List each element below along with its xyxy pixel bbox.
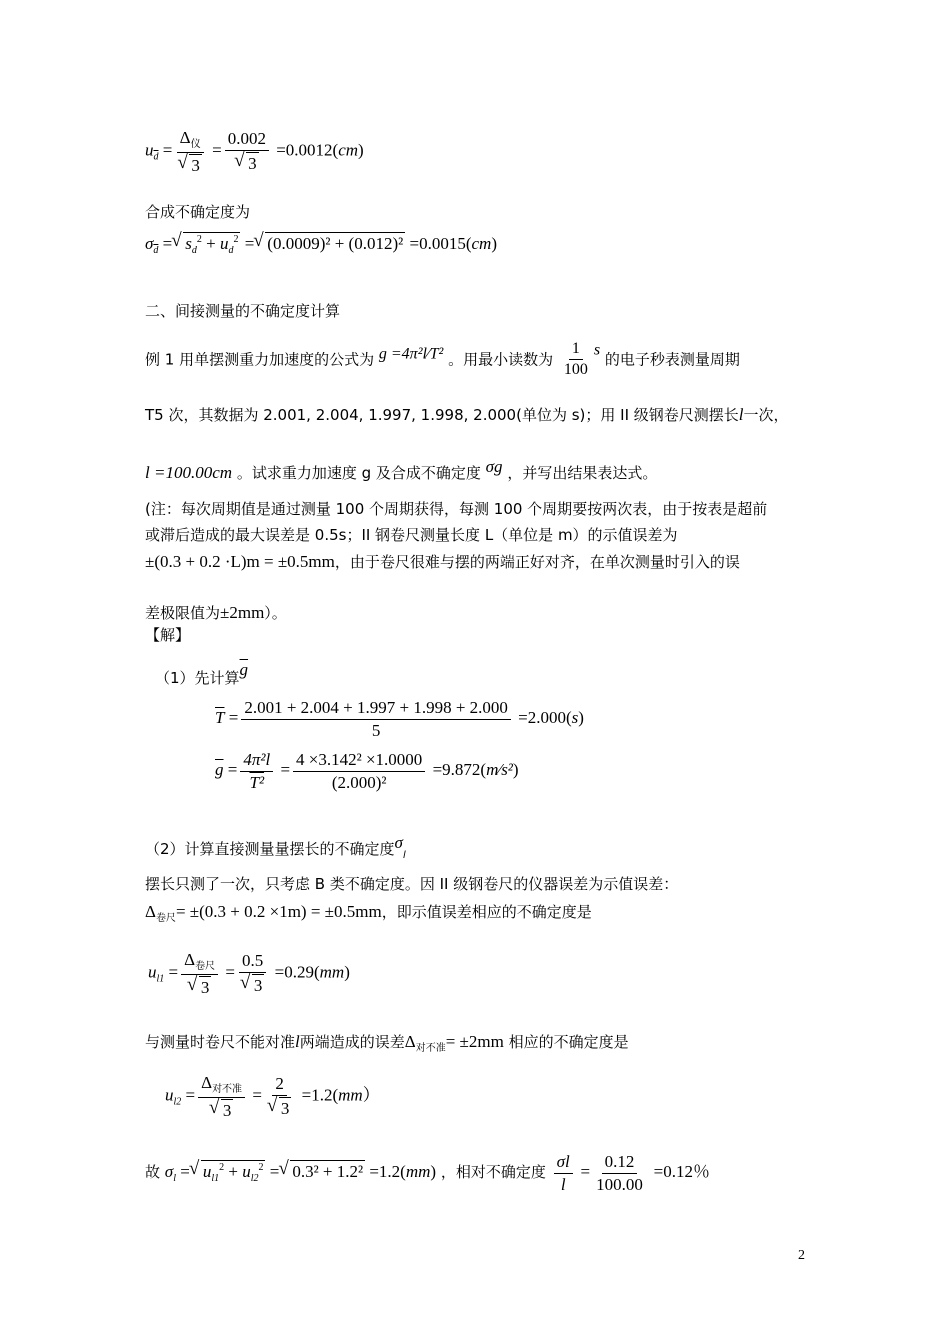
result-value: =1.2(	[369, 1162, 406, 1182]
symbol-l: l	[295, 1032, 300, 1051]
sqrt-arg: 3	[222, 1100, 232, 1120]
note-line-1: (注：每次周期值是通过测量 100 个周期获得，每测 100 个周期要按两次表，由于按表是超前	[145, 500, 768, 518]
equation-u-l2: $u_{l2}$ = $\Delta_{对不准}$ √ 3 = 2 √ 3 =1.2(mm）	[165, 1073, 380, 1120]
numerator: 0.12	[602, 1152, 638, 1174]
delta-subscript: 卷尺	[155, 913, 176, 924]
sqrt-arg: 3	[200, 977, 210, 997]
formula-limit: ±2mm	[220, 603, 265, 622]
text: 。试求重力加速度 g 及合成不确定度	[236, 464, 481, 482]
solution-label: 【解】	[145, 626, 191, 644]
sqrt-arg: 3	[253, 976, 263, 996]
text: 例 1 用单摆测重力加速度的公式为	[145, 350, 375, 369]
equation-T: $\overline{T}$ = $\frac{2.001 + 2.004 + 1.997 + 1.998 + 2.000}{5}$ =2.000(s)	[215, 698, 584, 740]
eq-subscript: l	[402, 850, 406, 861]
unit-numerator: m	[486, 759, 499, 779]
result-value: =2.000(	[518, 707, 572, 727]
numerator: 4π²l	[243, 750, 271, 769]
example-line-3	[145, 457, 657, 483]
paren: )	[344, 962, 350, 982]
step-2	[145, 833, 406, 862]
fraction	[225, 129, 269, 173]
equation-g: $\overline{g}$ = $\frac{\text{4π²l}}{\text{T²}}$ = $\frac{\text{4 ×3.142² ×1.0000}}{\text{(2.000)²}}$ =9.872(m⁄s²)	[215, 750, 519, 792]
result-value: =0.0015(	[409, 234, 472, 253]
fraction	[241, 698, 511, 740]
denominator: (2.000)²	[331, 772, 387, 792]
symbol-l: l	[738, 405, 744, 424]
delta-subscript: 对不准	[415, 1043, 446, 1054]
text: ，并写出结果表达式。	[507, 464, 658, 482]
text: 与测量时卷尺不能对准	[145, 1033, 296, 1051]
result-value: =0.12％	[653, 1162, 711, 1182]
example-line-1	[145, 340, 740, 380]
equation-u-l1: $u_{l1}$ = $\Delta_{卷尺}$ √ 3 = 0.5 √ 3 =0.29(mm)	[148, 950, 350, 997]
text: ，由于卷尺很难与摆的两端正好对齐，在单次测量时引入的误	[334, 553, 740, 571]
numerator: 2.001 + 2.004 + 1.997 + 1.998 + 2.000	[241, 698, 511, 720]
eq-symbol: $\overline{g}$	[215, 759, 224, 779]
fraction: $\Delta_{对不准}$ √ 3	[198, 1073, 245, 1120]
denominator: 100	[563, 361, 588, 379]
text-b-type: 摆长只测了一次，只考虑 B 类不确定度。因 II 级钢卷尺的仪器误差为示值误差：	[145, 875, 679, 893]
step-1	[155, 660, 248, 687]
formula-misalign: = ±2mm	[445, 1032, 504, 1051]
denominator: T²	[249, 772, 265, 792]
fraction	[265, 1074, 295, 1118]
eq-subscript: l1	[211, 1173, 220, 1185]
paren: )	[358, 140, 364, 160]
fraction	[240, 750, 273, 792]
text: 故	[145, 1163, 161, 1182]
text: 相应的不确定度是	[508, 1033, 629, 1051]
paren: ）	[362, 1085, 380, 1105]
numerator: 1	[569, 340, 583, 360]
numerator: σl	[556, 1152, 570, 1171]
fraction	[293, 750, 425, 792]
text-combined: 合成不确定度为	[145, 203, 251, 221]
eq-subscript: l1	[156, 973, 165, 985]
unit: cm	[338, 140, 359, 160]
text: 差极限值为	[145, 604, 221, 622]
text: ）。	[264, 604, 287, 622]
delta-subscript: 对不准	[212, 1084, 243, 1095]
note-line-4	[145, 603, 287, 623]
eq-symbol: u	[145, 140, 154, 160]
fraction	[238, 951, 268, 995]
paren: )	[578, 707, 584, 727]
result-value: =1.2(	[301, 1085, 339, 1105]
text: （2）计算直接测量量摆长的不确定度	[145, 840, 395, 858]
equation-u-d: $u_{\overline{d}}$ = $\Delta_仪$ √ 3 = 0.002 √ 3 =0.0012(cm)	[145, 128, 364, 175]
paren: )	[430, 1162, 437, 1182]
denominator: 5	[371, 720, 381, 740]
equation-sigma-d: $\sigma_{\overline{d}}$ = √ $s_d^2 + u_d^2$ = √ (0.0009)² + (0.012)² =0.0015(cm)	[145, 232, 497, 257]
unit: s	[593, 341, 601, 359]
numerator: 2	[272, 1074, 287, 1096]
symbol-g-bar: $\overline{g}$	[239, 660, 249, 679]
section-title: 二、间接测量的不确定度计算	[145, 302, 341, 320]
result-value: =0.0012(	[276, 140, 339, 160]
fraction: $\Delta_{卷尺}$ √ 3	[181, 950, 218, 997]
sqrt-arg: 3	[280, 1099, 290, 1119]
unit: mm	[319, 962, 345, 982]
page-number: 2	[798, 1248, 805, 1263]
eq-subscript: l2	[250, 1173, 259, 1185]
result-value: =0.29(	[274, 962, 320, 982]
unit: mm	[405, 1162, 431, 1182]
unit: cm	[471, 234, 492, 253]
equation-delta-ruler: $\Delta_{卷尺}= \pm(0.3 + 0.2 \times 1m) = \pm 0.5mm$，即示值误差相应的不确定度是	[145, 902, 592, 924]
text: ，即示值误差相应的不确定度是	[381, 903, 592, 921]
formula-g: g =4π²l⁄T²	[378, 345, 444, 363]
text: T5 次，其数据为 2.001, 2.004, 1.997, 1.998, 2.000(单位为 s)；用 II 级钢卷尺测摆长	[145, 406, 739, 424]
paren: )	[491, 234, 497, 253]
numerator: 0.002	[225, 129, 269, 151]
note-line-3	[145, 552, 740, 572]
eq-subscript: d	[153, 151, 159, 163]
note-line-2: 或滞后造成的最大误差是 0.5s；II 钢卷尺测量长度 L（单位是 m）的示值误差为	[145, 526, 678, 544]
eq-symbol: $\overline{T}$	[215, 707, 225, 727]
delta-subscript: 仪	[190, 139, 201, 150]
equation-sigma-l: 故 $\sigma_l$ = √ $u_{l1}^2 + u_{l2}^2$ = √ 0.3² + 1.2² =1.2(mm) ，相对不确定度 $\frac{\sigma l}{l}$ = $\frac{0.12}{100.00}$ =0.12％	[145, 1152, 710, 1194]
symbol-sigma-g: σg	[485, 457, 503, 476]
denominator: l	[560, 1174, 566, 1194]
formula-ruler: = ±(0.3 + 0.2 ×1m) = ±0.5mm	[175, 902, 382, 921]
example-line-2	[145, 405, 789, 425]
eq-subscript: l	[173, 1173, 176, 1185]
numerator: 0.5	[239, 951, 266, 973]
unit-denominator: s²	[501, 759, 513, 779]
fraction	[593, 1152, 646, 1194]
delta-subscript: 卷尺	[195, 961, 216, 972]
text: ，相对不确定度	[440, 1163, 546, 1182]
text: 一次，	[743, 406, 789, 424]
eq-subscript: l2	[173, 1096, 182, 1108]
sqrt-body: 0.3² + 1.2²	[292, 1162, 364, 1182]
sqrt-body: (0.0009)² + (0.012)²	[267, 234, 404, 253]
unit: s	[571, 707, 579, 727]
sqrt-arg: 3	[248, 154, 257, 174]
text: 的电子秒表测量周期	[604, 350, 740, 369]
sqrt-arg: 3	[191, 155, 200, 175]
fraction	[554, 1152, 573, 1194]
symbol-sigma: σ	[394, 833, 403, 852]
eq-subscript: d	[191, 245, 197, 256]
text: （1）先计算	[155, 669, 240, 687]
eq-subscript: d	[153, 245, 159, 256]
text: 两端造成的误差	[299, 1033, 405, 1051]
fraction: $\Delta_仪$ √ 3	[175, 128, 205, 175]
fraction	[561, 340, 591, 380]
paren: )	[512, 759, 519, 779]
text-align: 与测量时卷尺不能对准l两端造成的误差$\Delta_{对不准}= \pm 2mm$ 相应的不确定度是	[145, 1032, 629, 1054]
eq-subscript: d	[228, 245, 234, 256]
text: 。用最小读数为	[448, 350, 554, 369]
unit: mm	[338, 1085, 363, 1105]
denominator: 100.00	[596, 1174, 643, 1194]
formula-ruler-error: ±(0.3 + 0.2 ·L)m = ±0.5mm	[145, 552, 335, 571]
numerator: 4 ×3.142² ×1.0000	[293, 750, 425, 772]
formula-l: l =100.00cm	[145, 463, 233, 482]
result-value: =9.872(	[432, 759, 487, 779]
